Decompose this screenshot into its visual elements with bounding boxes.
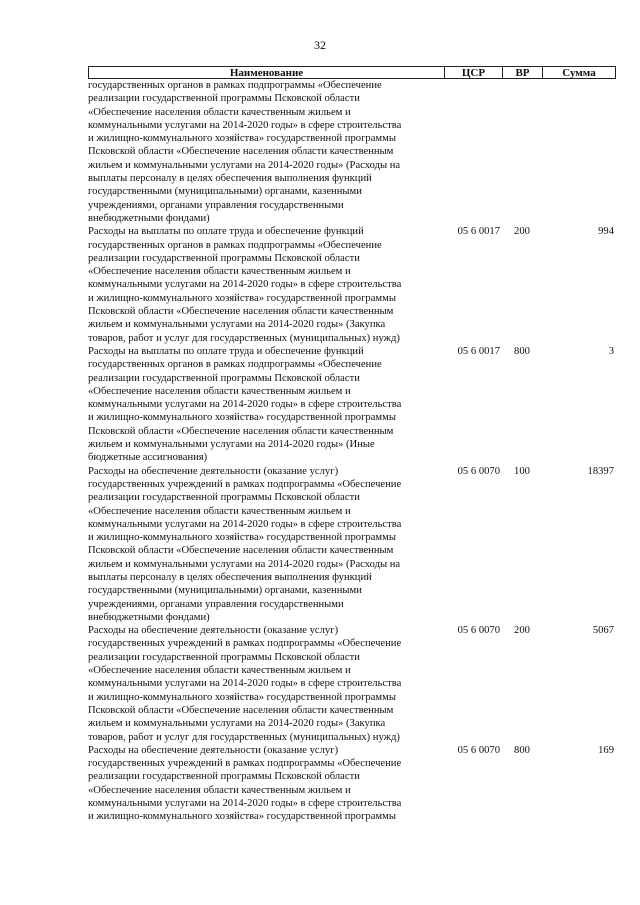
row-name: [88, 624, 444, 744]
row-sum: 994: [598, 226, 614, 238]
row-csr: 05 6 0070: [457, 744, 500, 756]
row-name-line: государственных органов в рамках подпрограммы «Обеспечение: [88, 359, 382, 371]
row-name-line: Расходы на обеспечение деятельности (оказание услуг): [88, 465, 339, 477]
row-name-line: государственными (муниципальными) органами, казенными: [88, 186, 362, 198]
row-name-line: и жилищно-коммунального хозяйства» государственной программы: [88, 532, 396, 544]
table-body: [88, 79, 616, 824]
row-name-line: государственных учреждений в рамках подпрограммы «Обеспечение: [88, 478, 402, 490]
row-name-line: Псковской области «Обеспечение населения области качественным: [88, 545, 394, 557]
row-name-line: жильем и коммунальными услугами на 2014-2020 годы» (Закупка: [88, 718, 386, 730]
header-name: Наименование: [88, 67, 444, 78]
row-name-line: выплаты персоналу в целях обеспечения выполнения функций: [88, 571, 372, 583]
row-name-line: реализации государственной программы Псковской области: [88, 492, 360, 504]
row-name-line: товаров, работ и услуг для государственных (муниципальных) нужд): [88, 731, 400, 743]
row-name-line: Расходы на обеспечение деятельности (оказание услуг): [88, 744, 339, 756]
page-number: 32: [314, 38, 326, 52]
row-name-line: государственных учреждений в рамках подпрограммы «Обеспечение: [88, 638, 402, 650]
row-name: [88, 744, 444, 824]
row-name-line: реализации государственной программы Псковской области: [88, 252, 360, 264]
header-vr: ВР: [502, 67, 542, 78]
row-name: [88, 345, 444, 465]
row-name-line: «Обеспечение населения области качественным жильем и: [88, 106, 351, 118]
row-name-line: Псковской области «Обеспечение населения области качественным: [88, 704, 394, 716]
budget-table: [88, 66, 616, 824]
row-name-line: «Обеспечение населения области качественным жильем и: [88, 266, 351, 278]
row-name-line: внебюджетными фондами): [88, 212, 210, 224]
row-name-line: коммунальными услугами на 2014-2020 годы» в сфере строительства: [88, 279, 402, 291]
row-name-line: государственных учреждений в рамках подпрограммы «Обеспечение: [88, 758, 402, 770]
table-row: [88, 345, 616, 465]
row-name-line: бюджетные ассигнования): [88, 452, 208, 464]
row-name-line: коммунальными услугами на 2014-2020 годы» в сфере строительства: [88, 119, 402, 131]
row-sum: 18397: [587, 465, 614, 477]
row-vr: 800: [514, 345, 530, 357]
row-name-line: «Обеспечение населения области качественным жильем и: [88, 784, 351, 796]
row-name-line: Псковской области «Обеспечение населения области качественным: [88, 146, 394, 158]
row-name-line: и жилищно-коммунального хозяйства» государственной программы: [88, 412, 396, 424]
row-name-line: и жилищно-коммунального хозяйства» государственной программы: [88, 691, 396, 703]
table-header: [88, 66, 616, 79]
table-row: [88, 225, 616, 345]
header-sum: Сумма: [542, 67, 616, 78]
header-csr: ЦСР: [444, 67, 502, 78]
row-name-line: коммунальными услугами на 2014-2020 годы» в сфере строительства: [88, 798, 402, 810]
row-name-line: жильем и коммунальными услугами на 2014-2020 годы» (Расходы на: [88, 159, 401, 171]
row-csr: 05 6 0070: [457, 465, 500, 477]
row-vr: 200: [514, 625, 530, 637]
row-name-line: коммунальными услугами на 2014-2020 годы» в сфере строительства: [88, 678, 402, 690]
row-sum: [542, 79, 616, 225]
row-name-line: «Обеспечение населения области качественным жильем и: [88, 505, 351, 517]
row-name-line: и жилищно-коммунального хозяйства» государственной программы: [88, 292, 396, 304]
row-name-line: внебюджетными фондами): [88, 611, 210, 623]
row-name: [88, 79, 444, 225]
row-name-line: Псковской области «Обеспечение населения области качественным: [88, 425, 394, 437]
row-sum: 5067: [592, 625, 614, 637]
row-name-line: Псковской области «Обеспечение населения области качественным: [88, 306, 394, 318]
row-name-line: жильем и коммунальными услугами на 2014-2020 годы» (Закупка: [88, 319, 386, 331]
row-vr: 100: [514, 465, 530, 477]
row-name-line: жильем и коммунальными услугами на 2014-2020 годы» (Расходы на: [88, 558, 401, 570]
row-csr: 05 6 0017: [457, 226, 500, 238]
row-sum: 169: [598, 744, 614, 756]
row-name-line: коммунальными услугами на 2014-2020 годы» в сфере строительства: [88, 518, 402, 530]
row-name-line: государственными (муниципальными) органами, казенными: [88, 585, 362, 597]
row-name: [88, 465, 444, 625]
row-sum: 3: [608, 345, 614, 357]
row-csr: 05 6 0070: [457, 625, 500, 637]
row-csr: 05 6 0017: [457, 345, 500, 357]
table-row: [88, 465, 616, 625]
table-row: [88, 624, 616, 744]
row-name-line: государственных органов в рамках подпрограммы «Обеспечение: [88, 80, 382, 91]
row-name-line: учреждениями, органами управления государственными: [88, 199, 344, 211]
row-name-line: реализации государственной программы Псковской области: [88, 93, 360, 105]
row-name-line: Расходы на выплаты по оплате труда и обеспечение функций: [88, 226, 364, 238]
row-name-line: и жилищно-коммунального хозяйства» государственной программы: [88, 133, 396, 145]
row-name-line: и жилищно-коммунального хозяйства» государственной программы: [88, 811, 396, 823]
row-csr: [444, 79, 502, 225]
table-row: [88, 744, 616, 824]
row-name-line: учреждениями, органами управления государственными: [88, 598, 344, 610]
row-vr: [502, 79, 542, 225]
row-name-line: «Обеспечение населения области качественным жильем и: [88, 665, 351, 677]
row-vr: 200: [514, 226, 530, 238]
row-name-line: коммунальными услугами на 2014-2020 годы» в сфере строительства: [88, 399, 402, 411]
row-name-line: реализации государственной программы Псковской области: [88, 771, 360, 783]
row-name-line: жильем и коммунальными услугами на 2014-2020 годы» (Иные: [88, 439, 375, 451]
row-name-line: выплаты персоналу в целях обеспечения выполнения функций: [88, 173, 372, 185]
row-name-line: реализации государственной программы Псковской области: [88, 651, 360, 663]
row-name-line: товаров, работ и услуг для государственных (муниципальных) нужд): [88, 332, 400, 344]
row-name-line: Расходы на выплаты по оплате труда и обеспечение функций: [88, 345, 364, 357]
row-name-line: реализации государственной программы Псковской области: [88, 372, 360, 384]
row-name-line: Расходы на обеспечение деятельности (оказание услуг): [88, 625, 339, 637]
row-name-line: государственных органов в рамках подпрограммы «Обеспечение: [88, 239, 382, 251]
table-row: [88, 79, 616, 225]
row-name: [88, 225, 444, 345]
row-vr: 800: [514, 744, 530, 756]
row-name-line: «Обеспечение населения области качественным жильем и: [88, 385, 351, 397]
